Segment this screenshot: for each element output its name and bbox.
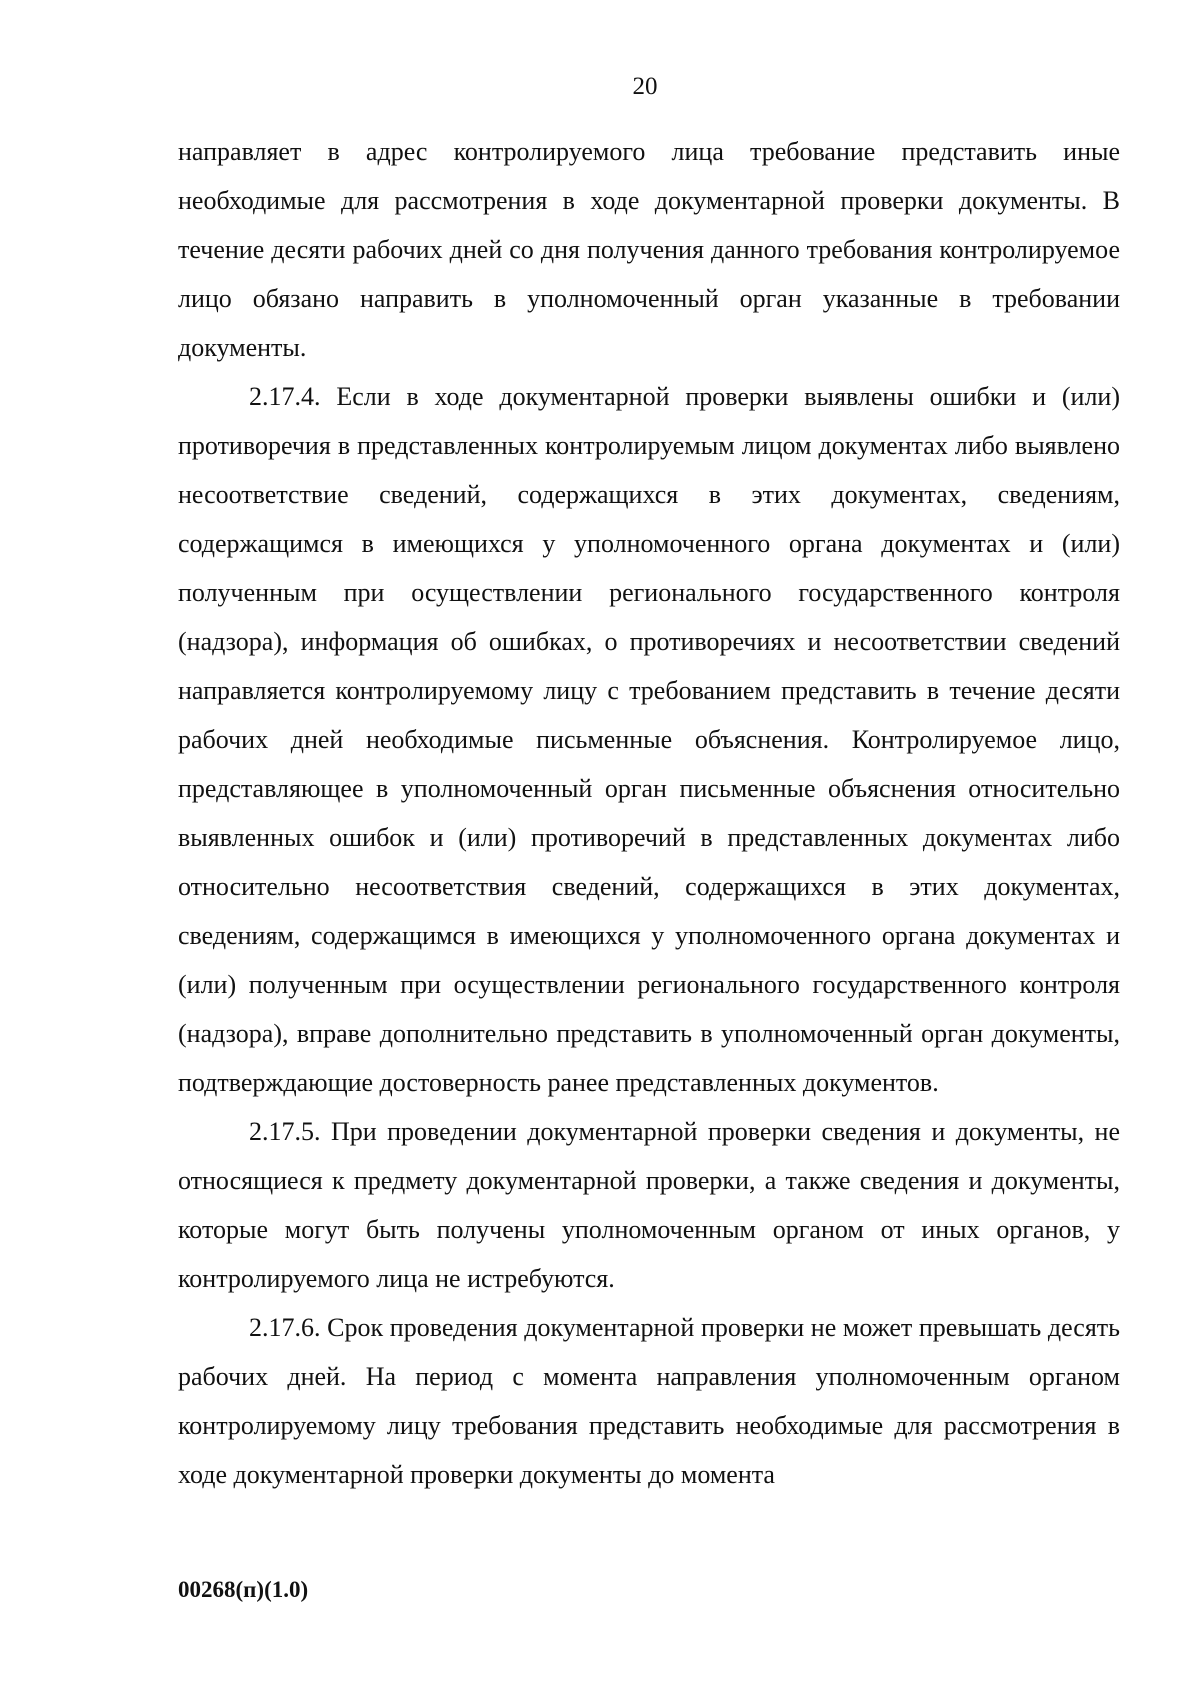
document-code: 00268(п)(1.0) xyxy=(178,1577,309,1602)
paragraph-2-17-5: 2.17.5. При проведении документарной проверки сведения и документы, не относящиеся к предмету документарной проверки, а также сведения и документы, которые могут быть получены уполномоченным органом от иных органов, у контролируемого лица не истребуются. xyxy=(178,1117,1120,1293)
paragraph-2-17-4: 2.17.4. Если в ходе документарной проверки выявлены ошибки и (или) противоречия в представленных контролируемым лицом документах либо выявлено несоответствие сведений, содержащихся в этих документах, сведениям, содержащимся в имеющихся у уполномоченного органа документах и (или) полученным при осуществлении регионального государственного контроля (надзора), информация об ошибках, о противоречиях и несоответствии сведений направляется контролируемому лицу с требованием представить в течение десяти рабочих дней необходимые письменные объяснения. Контролируемое лицо, представляющее в уполномоченный орган письменные объяснения относительно выявленных ошибок и (или) противоречий в представленных документах либо относительно несоответствия сведений, содержащихся в этих документах, сведениям, содержащимся в имеющихся у уполномоченного органа документах и (или) полученным при осуществлении регионального государственного контроля (надзора), вправе дополнительно представить в уполномоченный орган документы, подтверждающие достоверность ранее представленных документов. xyxy=(178,382,1120,1097)
page-number: 20 xyxy=(632,73,658,100)
paragraph-continuation: направляет в адрес контролируемого лица требование представить иные необходимые для рассмотрения в ходе документарной проверки документы. В течение десяти рабочих дней со дня получения данного требования контролируемое лицо обязано направить в уполномоченный орган указанные в требовании документы. xyxy=(178,137,1120,362)
paragraph-2-17-6: 2.17.6. Срок проведения документарной проверки не может превышать десять рабочих дней. На период с момента направления уполномоченным органом контролируемому лицу требования представить необходимые для рассмотрения в ходе документарной проверки документы до момента xyxy=(178,1313,1120,1489)
document-body xyxy=(178,127,1120,1499)
